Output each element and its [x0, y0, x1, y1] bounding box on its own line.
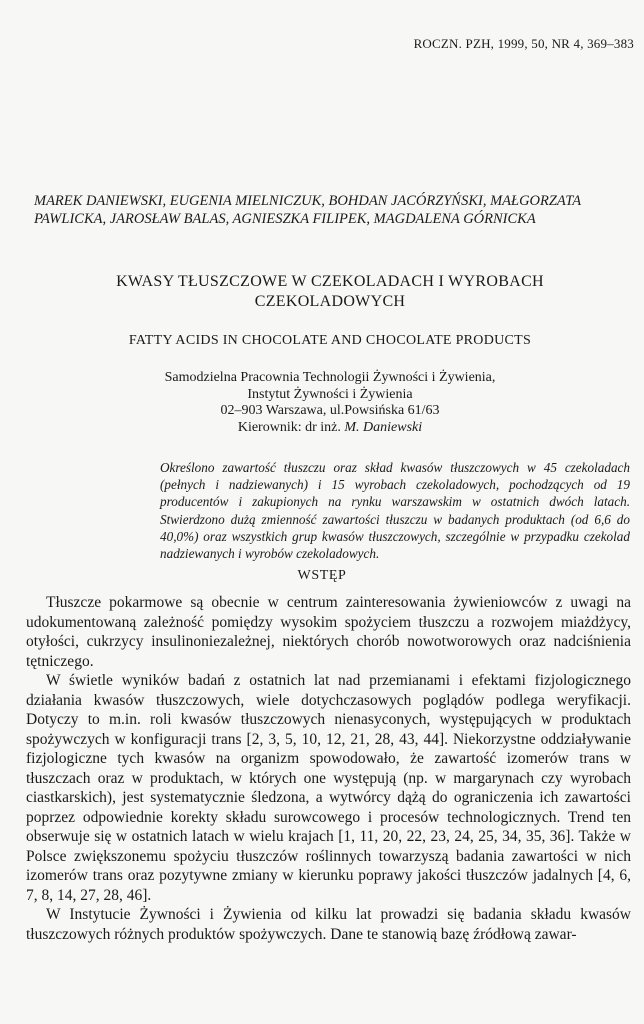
abstract: Określono zawartość tłuszczu oraz skład kwasów tłuszczowych w 45 czekoladach (pełnych i nadziewanych) i 15 wyrobach czekoladowych, pochodzących od 19 producentów i zakupionych na rynku warszawskim w ostatnich dwóch latach. Stwierdzono dużą zmienność zawartości tłuszczu w badanych produktach (od 6,6 do 40,0%) oraz wszystkich grup kwasów tłuszczowych, szczególnie w przypadku czekolad nadziewanych i wyrobów czekoladowych.	[160, 460, 630, 562]
affiliation-head	[40, 420, 620, 437]
paragraph: Tłuszcze pokarmowe są obecnie w centrum zainteresowania żywieniowców z uwagi na udokumentowaną zależność pomiędzy wysokim spożyciem tłuszczu a rozwojem miażdżycy, otyłości, cukrzycy insulinoniezależnej, niektórych chorób nowotworowych oraz nadciśnienia tętniczego.	[26, 594, 631, 670]
affiliation-head-prefix: Kierownik: dr inż.	[237, 419, 341, 435]
article-title-english: FATTY ACIDS IN CHOCOLATE AND CHOCOLATE PRODUCTS	[128, 333, 532, 348]
author-list: MAREK DANIEWSKI, EUGENIA MIELNICZUK, BOHDAN JACÓRZYŃSKI, MAŁGORZATA PAWLICKA, JAROSŁAW BALAS, AGNIESZKA FILIPEK, MAGDALENA GÓRNICKA	[34, 193, 581, 227]
affiliation-block	[40, 370, 620, 436]
affiliation-head-name: M. Daniewski	[344, 419, 423, 435]
affiliation-line: Instytut Żywności i Żywienia	[247, 386, 413, 402]
journal-reference: ROCZN. PZH, 1999, 50, NR 4, 369–383	[413, 36, 634, 51]
affiliation-line: Samodzielna Pracownia Technologii Żywności i Żywienia,	[164, 370, 496, 385]
body-text	[26, 593, 631, 944]
article-title-polish: KWASY TŁUSZCZOWE W CZEKOLADACH I WYROBACH CZEKOLADOWYCH	[116, 273, 544, 310]
paragraph: W Instytucie Żywności i Żywienia od kilku lat prowadzi się badania składu kwasów tłuszczowych różnych produktów spożywczych. Dane te stanowią bazę źródłową zawar-	[26, 906, 631, 943]
paragraph: W świetle wyników badań z ostatnich lat nad przemianami i efektami fizjologicznego działania kwasów tłuszczowych, wiele dotychczasowych poglądów podlega weryfikacji. Dotyczy to m.in. roli kwasów tłuszczowych nienasyconych, występujących w produktach spożywczych w konfiguracji trans [2, 3, 5, 10, 12, 21, 28, 43, 44]. Niekorzystne oddziaływanie fizjologiczne tych kwasów na organizm spowodowało, że zawartość izomerów trans w tłuszczach oraz w produktach, w których one występują (np. w margarynach czy wyrobach ciastkarskich), jest systematycznie śledzona, a wytwórcy dążą do ograniczenia ich zawartości poprzez odpowiednie korekty składu surowcowego i procesów technologicznych. Trend ten obserwuje się w ostatnich latach w wielu krajach [1, 11, 20, 22, 23, 24, 25, 34, 35, 36]. Także w Polsce zwiększonemu spożyciu tłuszczów roślinnych towarzyszą badania zawartości w nich izomerów trans oraz pozytywne zmiany w kierunku poprawy jakości tłuszczów jadalnych [4, 6, 7, 8, 14, 27, 28, 46].	[26, 672, 631, 904]
section-heading: WSTĘP	[297, 568, 347, 583]
affiliation-address: 02–903 Warszawa, ul.Powsińska 61/63	[220, 403, 440, 418]
